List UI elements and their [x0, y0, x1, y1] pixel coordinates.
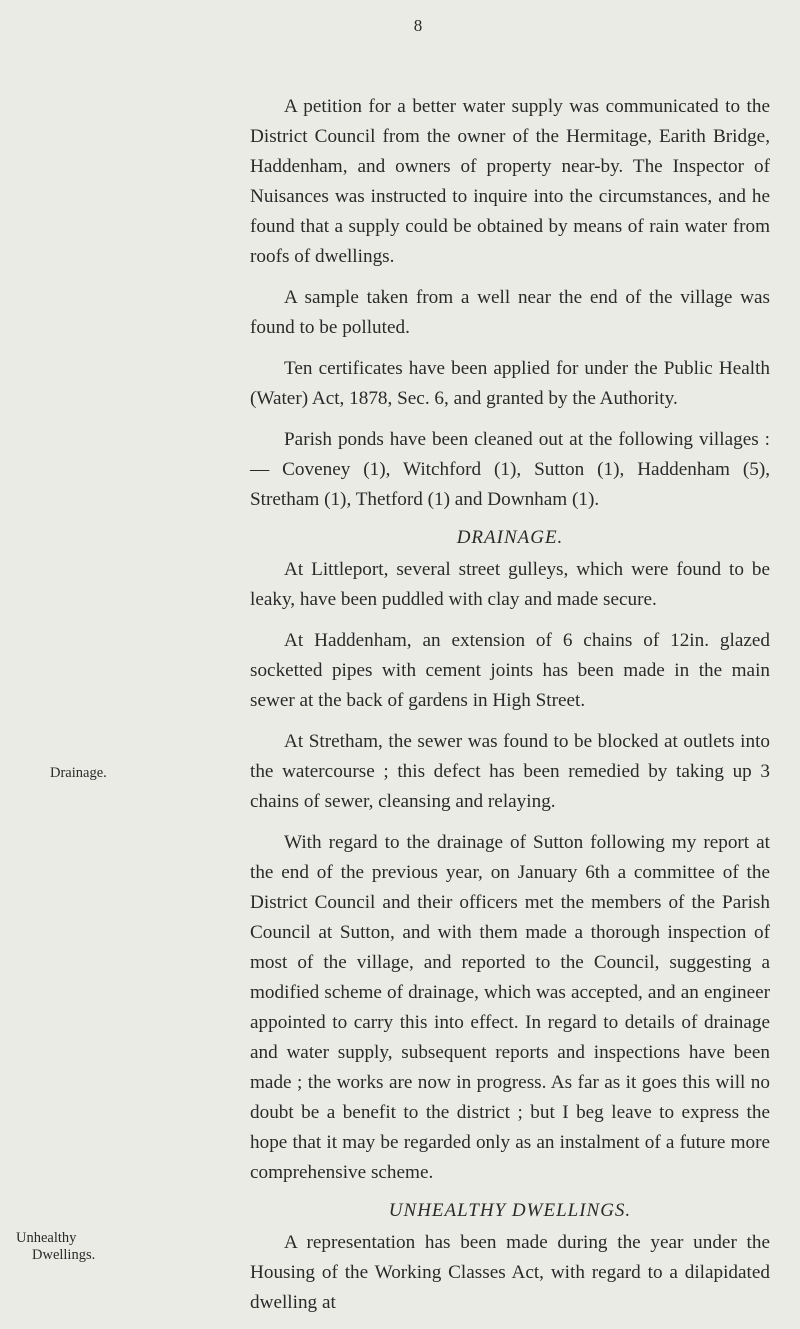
paragraph: Parish ponds have been cleaned out at the following villages :— Coveney (1), Witchford (1), Sutton (1), Haddenham (5), Stretham (1), Thetford (1) and Downham (1).: [250, 429, 770, 510]
section-heading-unhealthy-dwellings: UNHEALTHY DWELLINGS.: [388, 1200, 632, 1221]
paragraph: Ten certificates have been applied for under the Public Health (Water) Act, 1878, Sec. 6, and granted by the Authority.: [250, 358, 770, 409]
paragraph: At Littleport, several street gulleys, which were found to be leaky, have been puddled with clay and made secure.: [250, 559, 770, 610]
margin-note-line: Dwellings.: [32, 1247, 96, 1263]
paragraph: A sample taken from a well near the end of the village was found to be polluted.: [250, 287, 770, 338]
body-text: [250, 92, 770, 1329]
margin-note-line: Unhealthy: [16, 1230, 77, 1246]
paragraph: At Haddenham, an extension of 6 chains of 12in. glazed socketted pipes with cement joints has been made in the main sewer at the back of gardens in High Street.: [250, 630, 770, 711]
paragraph: At Stretham, the sewer was found to be blocked at outlets into the watercourse ; this defect has been remedied by taking up 3 chains of sewer, cleansing and relaying.: [250, 731, 770, 812]
paragraph: A representation has been made during the year under the Housing of the Working Classes Act, with regard to a dilapidated dwelling at: [250, 1232, 770, 1313]
paragraph: With regard to the drainage of Sutton following my report at the end of the previous year, on January 6th a committee of the District Council and their officers met the members of the Parish Council at Sutton, and with them made a thorough inspection of most of the village, and reported to the Council, suggesting a modified scheme of drainage, which was accepted, and an engineer appointed to carry this into effect. In regard to details of drainage and water supply, subsequent reports and inspections have been made ; the works are now in progress. As far as it goes this will no doubt be a benefit to the district ; but I beg leave to express the hope that it may be regarded only as an instalment of a future more comprehensive scheme.: [250, 832, 770, 1183]
paragraph: A petition for a better water supply was communicated to the District Council from the owner of the Hermitage, Earith Bridge, Haddenham, and owners of property near-by. The Inspector of Nuisances was instructed to inquire into the circumstances, and he found that a supply could be obtained by means of rain water from roofs of dwellings.: [250, 96, 770, 267]
margin-note-unhealthy-dwellings: [16, 1230, 106, 1264]
page-number: 8: [413, 16, 423, 35]
margin-note-drainage: Drainage.: [50, 765, 107, 781]
section-heading-drainage: DRAINAGE.: [456, 527, 564, 548]
